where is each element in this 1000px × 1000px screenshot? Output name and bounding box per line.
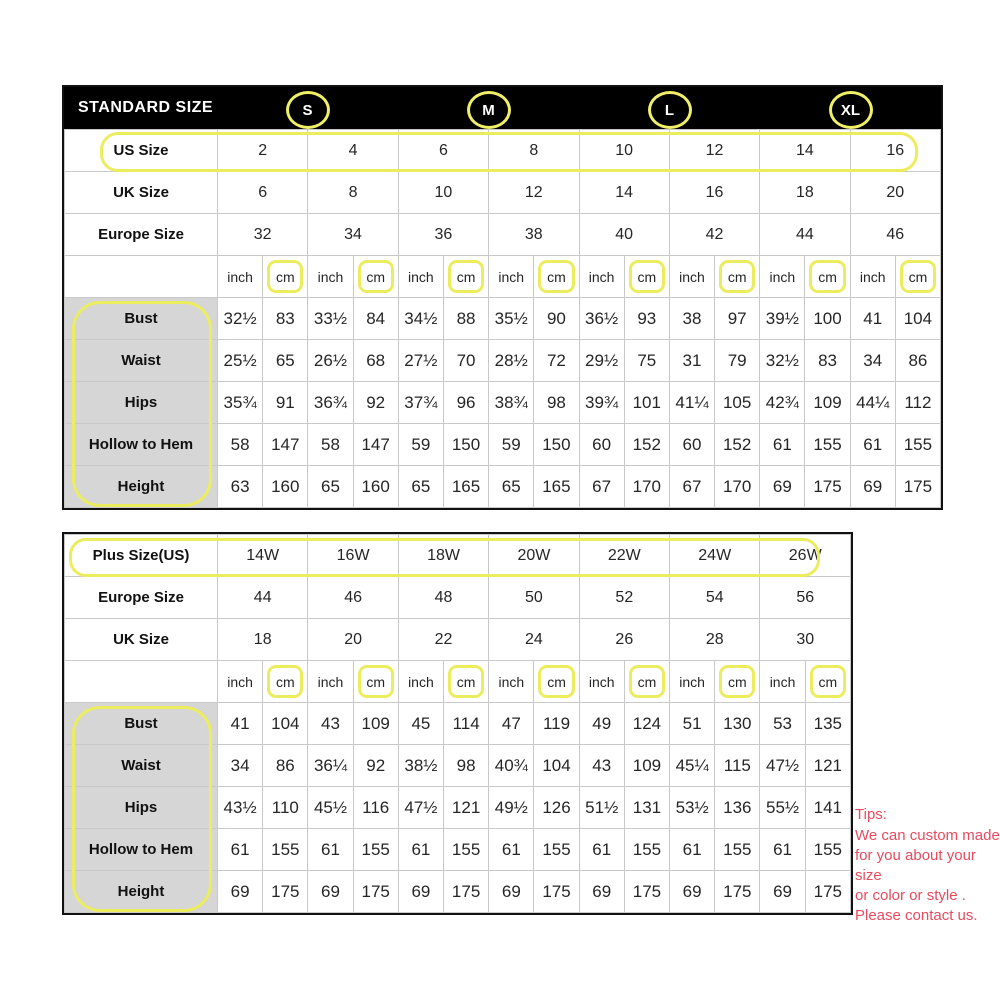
size-cell: 42 [669, 214, 759, 256]
row-label: Hollow to Hem [65, 829, 218, 871]
measure-cell: 41 [218, 703, 263, 745]
unit-cm-cell: cm [534, 661, 579, 703]
measure-cell: 43 [579, 745, 624, 787]
table-row [65, 745, 851, 787]
measure-cell: 51 [670, 703, 715, 745]
measure-cell: 105 [715, 382, 760, 424]
size-cell: 20 [308, 619, 398, 661]
measure-cell: 45 [398, 703, 443, 745]
table-row [65, 466, 941, 508]
measure-cell: 43 [308, 703, 353, 745]
measure-cell: 61 [760, 424, 805, 466]
measure-cell: 61 [670, 829, 715, 871]
measure-cell: 59 [489, 424, 534, 466]
size-cell: 26 [579, 619, 669, 661]
measure-cell: 116 [353, 787, 398, 829]
measure-cell: 155 [534, 829, 579, 871]
measure-cell: 126 [534, 787, 579, 829]
custom-made-tips [855, 805, 1000, 926]
unit-cm-cell: cm [444, 661, 489, 703]
measure-cell: 135 [805, 703, 850, 745]
measure-cell: 83 [805, 340, 850, 382]
table-row [65, 703, 851, 745]
measure-cell: 147 [353, 424, 398, 466]
unit-cm-cell: cm [624, 661, 669, 703]
measure-cell: 53 [760, 703, 805, 745]
unit-cm-cell: cm [443, 256, 488, 298]
measure-cell: 69 [398, 871, 443, 913]
measure-cell: 155 [805, 424, 850, 466]
measure-cell: 41¼ [669, 382, 714, 424]
standard-size-header [64, 87, 941, 129]
unit-inch-cell: inch [579, 661, 624, 703]
measure-cell: 34 [850, 340, 895, 382]
measure-cell: 175 [805, 466, 850, 508]
measure-cell: 100 [805, 298, 850, 340]
table-row [65, 130, 941, 172]
measure-cell: 175 [715, 871, 760, 913]
measure-cell: 43½ [218, 787, 263, 829]
measure-cell: 175 [895, 466, 940, 508]
unit-inch-cell: inch [850, 256, 895, 298]
row-label: Hips [65, 382, 218, 424]
measure-cell: 170 [624, 466, 669, 508]
size-cell: 18 [218, 619, 308, 661]
size-cell: 24 [489, 619, 579, 661]
measure-cell: 124 [624, 703, 669, 745]
size-cell: 12 [489, 172, 579, 214]
measure-cell: 36¾ [308, 382, 353, 424]
measure-cell: 69 [218, 871, 263, 913]
size-cell: 54 [670, 577, 760, 619]
measure-cell: 47½ [398, 787, 443, 829]
measure-cell: 58 [308, 424, 353, 466]
measure-cell: 92 [353, 382, 398, 424]
measure-cell: 68 [353, 340, 398, 382]
table-row [65, 535, 851, 577]
size-cell: 20 [850, 172, 940, 214]
table-row [65, 829, 851, 871]
row-label: Height [65, 871, 218, 913]
unit-inch-cell: inch [398, 661, 443, 703]
size-group-s: S [286, 91, 330, 129]
unit-inch-cell: inch [579, 256, 624, 298]
measure-cell: 109 [353, 703, 398, 745]
size-cell: 12 [669, 130, 759, 172]
measure-cell: 65 [398, 466, 443, 508]
measure-cell: 170 [715, 466, 760, 508]
measure-cell: 150 [443, 424, 488, 466]
measure-cell: 84 [353, 298, 398, 340]
measure-cell: 155 [715, 829, 760, 871]
measure-cell: 70 [443, 340, 488, 382]
measure-cell: 39¾ [579, 382, 624, 424]
measure-cell: 59 [398, 424, 443, 466]
unit-inch-cell: inch [308, 661, 353, 703]
measure-cell: 155 [624, 829, 669, 871]
size-cell: 10 [398, 172, 488, 214]
unit-cm-cell: cm [805, 256, 850, 298]
unit-cm-cell: cm [534, 256, 579, 298]
size-group-l: L [648, 91, 692, 129]
measure-cell: 53½ [670, 787, 715, 829]
size-cell: 14 [760, 130, 850, 172]
size-cell: 48 [398, 577, 488, 619]
measure-cell: 38¾ [489, 382, 534, 424]
measure-cell: 150 [534, 424, 579, 466]
measure-cell: 165 [534, 466, 579, 508]
unit-inch-cell: inch [218, 256, 263, 298]
size-cell: 6 [398, 130, 488, 172]
measure-cell: 119 [534, 703, 579, 745]
measure-cell: 75 [624, 340, 669, 382]
measure-cell: 72 [534, 340, 579, 382]
measure-cell: 38½ [398, 745, 443, 787]
measure-cell: 91 [263, 382, 308, 424]
unit-inch-cell: inch [489, 256, 534, 298]
row-label: Bust [65, 703, 218, 745]
measure-cell: 121 [805, 745, 850, 787]
measure-cell: 38 [669, 298, 714, 340]
measure-cell: 61 [308, 829, 353, 871]
measure-cell: 65 [308, 466, 353, 508]
standard-size-table [62, 85, 943, 510]
tips-line: Please contact us. [855, 907, 978, 924]
measure-cell: 32½ [760, 340, 805, 382]
measure-cell: 69 [489, 871, 534, 913]
size-cell: 40 [579, 214, 669, 256]
measure-cell: 175 [624, 871, 669, 913]
unit-cm-cell: cm [895, 256, 940, 298]
measure-cell: 61 [579, 829, 624, 871]
row-label: Height [65, 466, 218, 508]
measure-cell: 155 [805, 829, 850, 871]
measure-cell: 79 [715, 340, 760, 382]
measure-cell: 44¼ [850, 382, 895, 424]
size-cell: 16 [850, 130, 940, 172]
measure-cell: 36½ [579, 298, 624, 340]
unit-inch-cell: inch [218, 661, 263, 703]
measure-cell: 130 [715, 703, 760, 745]
unit-cm-cell: cm [263, 661, 308, 703]
size-cell: 2 [218, 130, 308, 172]
measure-cell: 49 [579, 703, 624, 745]
measure-cell: 60 [579, 424, 624, 466]
table-row [65, 214, 941, 256]
row-label: Waist [65, 745, 218, 787]
unit-cm-cell: cm [263, 256, 308, 298]
measure-cell: 35½ [489, 298, 534, 340]
size-cell: 22 [398, 619, 488, 661]
table-row [65, 661, 851, 703]
measure-cell: 39½ [760, 298, 805, 340]
measure-cell: 45½ [308, 787, 353, 829]
size-cell: 46 [308, 577, 398, 619]
measure-cell: 61 [760, 829, 805, 871]
unit-cm-cell: cm [715, 661, 760, 703]
measure-cell: 40¾ [489, 745, 534, 787]
measure-cell: 109 [805, 382, 850, 424]
tips-line: We can custom made [855, 827, 1000, 844]
measure-cell: 152 [715, 424, 760, 466]
row-label: Europe Size [65, 214, 218, 256]
measure-cell: 90 [534, 298, 579, 340]
measure-cell: 92 [353, 745, 398, 787]
row-label: Hips [65, 787, 218, 829]
measure-cell: 60 [669, 424, 714, 466]
measure-cell: 155 [444, 829, 489, 871]
table-row [65, 871, 851, 913]
measure-cell: 67 [669, 466, 714, 508]
size-group-xl: XL [829, 91, 873, 129]
measure-cell: 41 [850, 298, 895, 340]
unit-cm-cell: cm [624, 256, 669, 298]
measure-cell: 47 [489, 703, 534, 745]
measure-cell: 115 [715, 745, 760, 787]
standard-size-title: STANDARD SIZE [78, 99, 214, 116]
measure-cell: 63 [218, 466, 263, 508]
measure-cell: 175 [444, 871, 489, 913]
measure-cell: 155 [263, 829, 308, 871]
size-cell: 24W [670, 535, 760, 577]
measure-cell: 32½ [218, 298, 263, 340]
table-row [65, 340, 941, 382]
measure-cell: 42¾ [760, 382, 805, 424]
size-cell: 8 [489, 130, 579, 172]
size-cell: 10 [579, 130, 669, 172]
row-label: US Size [65, 130, 218, 172]
measure-cell: 104 [895, 298, 940, 340]
measure-cell: 131 [624, 787, 669, 829]
measure-cell: 69 [760, 466, 805, 508]
unit-cm-cell: cm [715, 256, 760, 298]
measure-cell: 27½ [398, 340, 443, 382]
measure-cell: 175 [263, 871, 308, 913]
measure-cell: 67 [579, 466, 624, 508]
row-label: Hollow to Hem [65, 424, 218, 466]
measure-cell: 98 [444, 745, 489, 787]
size-cell: 4 [308, 130, 398, 172]
size-cell: 50 [489, 577, 579, 619]
tips-title: Tips: [855, 806, 887, 823]
measure-cell: 29½ [579, 340, 624, 382]
measure-cell: 109 [624, 745, 669, 787]
measure-cell: 104 [263, 703, 308, 745]
measure-cell: 61 [218, 829, 263, 871]
table-row [65, 172, 941, 214]
measure-cell: 36¼ [308, 745, 353, 787]
tips-line: or color or style . [855, 887, 966, 904]
row-label: Plus Size(US) [65, 535, 218, 577]
tips-line: for you about your size [855, 847, 976, 884]
measure-cell: 61 [850, 424, 895, 466]
measure-cell: 69 [850, 466, 895, 508]
unit-inch-cell: inch [398, 256, 443, 298]
measure-cell: 35¾ [218, 382, 263, 424]
size-cell: 8 [308, 172, 398, 214]
plus-size-table [62, 532, 853, 915]
standard-size-grid [64, 129, 941, 508]
table-row [65, 619, 851, 661]
size-cell: 6 [218, 172, 308, 214]
size-cell: 56 [760, 577, 851, 619]
measure-cell: 147 [263, 424, 308, 466]
measure-cell: 86 [895, 340, 940, 382]
size-cell: 16 [669, 172, 759, 214]
unit-inch-cell: inch [308, 256, 353, 298]
measure-cell: 98 [534, 382, 579, 424]
measure-cell: 104 [534, 745, 579, 787]
unit-inch-cell: inch [669, 256, 714, 298]
row-label: Bust [65, 298, 218, 340]
size-cell: 20W [489, 535, 579, 577]
measure-cell: 25½ [218, 340, 263, 382]
row-label-empty [65, 661, 218, 703]
measure-cell: 86 [263, 745, 308, 787]
size-group-m: M [467, 91, 511, 129]
unit-inch-cell: inch [760, 256, 805, 298]
measure-cell: 65 [263, 340, 308, 382]
tips-lines [855, 826, 1000, 926]
measure-cell: 49½ [489, 787, 534, 829]
measure-cell: 55½ [760, 787, 805, 829]
size-cell: 18W [398, 535, 488, 577]
size-cell: 44 [760, 214, 850, 256]
unit-cm-cell: cm [353, 661, 398, 703]
measure-cell: 34 [218, 745, 263, 787]
measure-cell: 110 [263, 787, 308, 829]
measure-cell: 88 [443, 298, 488, 340]
size-cell: 18 [760, 172, 850, 214]
measure-cell: 112 [895, 382, 940, 424]
size-cell: 16W [308, 535, 398, 577]
measure-cell: 34½ [398, 298, 443, 340]
measure-cell: 114 [444, 703, 489, 745]
size-cell: 38 [489, 214, 579, 256]
row-label: Europe Size [65, 577, 218, 619]
measure-cell: 69 [308, 871, 353, 913]
measure-cell: 69 [760, 871, 805, 913]
table-row [65, 424, 941, 466]
measure-cell: 93 [624, 298, 669, 340]
measure-cell: 26½ [308, 340, 353, 382]
measure-cell: 155 [895, 424, 940, 466]
measure-cell: 61 [489, 829, 534, 871]
measure-cell: 69 [579, 871, 624, 913]
measure-cell: 28½ [489, 340, 534, 382]
measure-cell: 33½ [308, 298, 353, 340]
measure-cell: 152 [624, 424, 669, 466]
row-label: Waist [65, 340, 218, 382]
measure-cell: 141 [805, 787, 850, 829]
table-row [65, 787, 851, 829]
measure-cell: 175 [534, 871, 579, 913]
row-label: UK Size [65, 172, 218, 214]
table-row [65, 256, 941, 298]
measure-cell: 58 [218, 424, 263, 466]
size-cell: 34 [308, 214, 398, 256]
measure-cell: 160 [263, 466, 308, 508]
table-row [65, 382, 941, 424]
unit-inch-cell: inch [760, 661, 805, 703]
measure-cell: 101 [624, 382, 669, 424]
measure-cell: 165 [443, 466, 488, 508]
row-label: UK Size [65, 619, 218, 661]
size-cell: 44 [218, 577, 308, 619]
measure-cell: 51½ [579, 787, 624, 829]
plus-size-grid [64, 534, 851, 913]
table-row [65, 298, 941, 340]
measure-cell: 96 [443, 382, 488, 424]
measure-cell: 175 [805, 871, 850, 913]
measure-cell: 37¾ [398, 382, 443, 424]
size-cell: 36 [398, 214, 488, 256]
size-cell: 32 [218, 214, 308, 256]
measure-cell: 65 [489, 466, 534, 508]
unit-cm-cell: cm [353, 256, 398, 298]
measure-cell: 175 [353, 871, 398, 913]
measure-cell: 155 [353, 829, 398, 871]
measure-cell: 83 [263, 298, 308, 340]
measure-cell: 47½ [760, 745, 805, 787]
size-cell: 28 [670, 619, 760, 661]
table-row [65, 577, 851, 619]
row-label-empty [65, 256, 218, 298]
measure-cell: 31 [669, 340, 714, 382]
unit-cm-cell: cm [805, 661, 850, 703]
unit-inch-cell: inch [670, 661, 715, 703]
size-cell: 14 [579, 172, 669, 214]
measure-cell: 136 [715, 787, 760, 829]
measure-cell: 121 [444, 787, 489, 829]
measure-cell: 160 [353, 466, 398, 508]
size-cell: 52 [579, 577, 669, 619]
size-cell: 26W [760, 535, 851, 577]
unit-inch-cell: inch [489, 661, 534, 703]
size-cell: 22W [579, 535, 669, 577]
size-cell: 30 [760, 619, 851, 661]
size-cell: 14W [218, 535, 308, 577]
measure-cell: 69 [670, 871, 715, 913]
size-cell: 46 [850, 214, 940, 256]
measure-cell: 45¼ [670, 745, 715, 787]
measure-cell: 97 [715, 298, 760, 340]
measure-cell: 61 [398, 829, 443, 871]
